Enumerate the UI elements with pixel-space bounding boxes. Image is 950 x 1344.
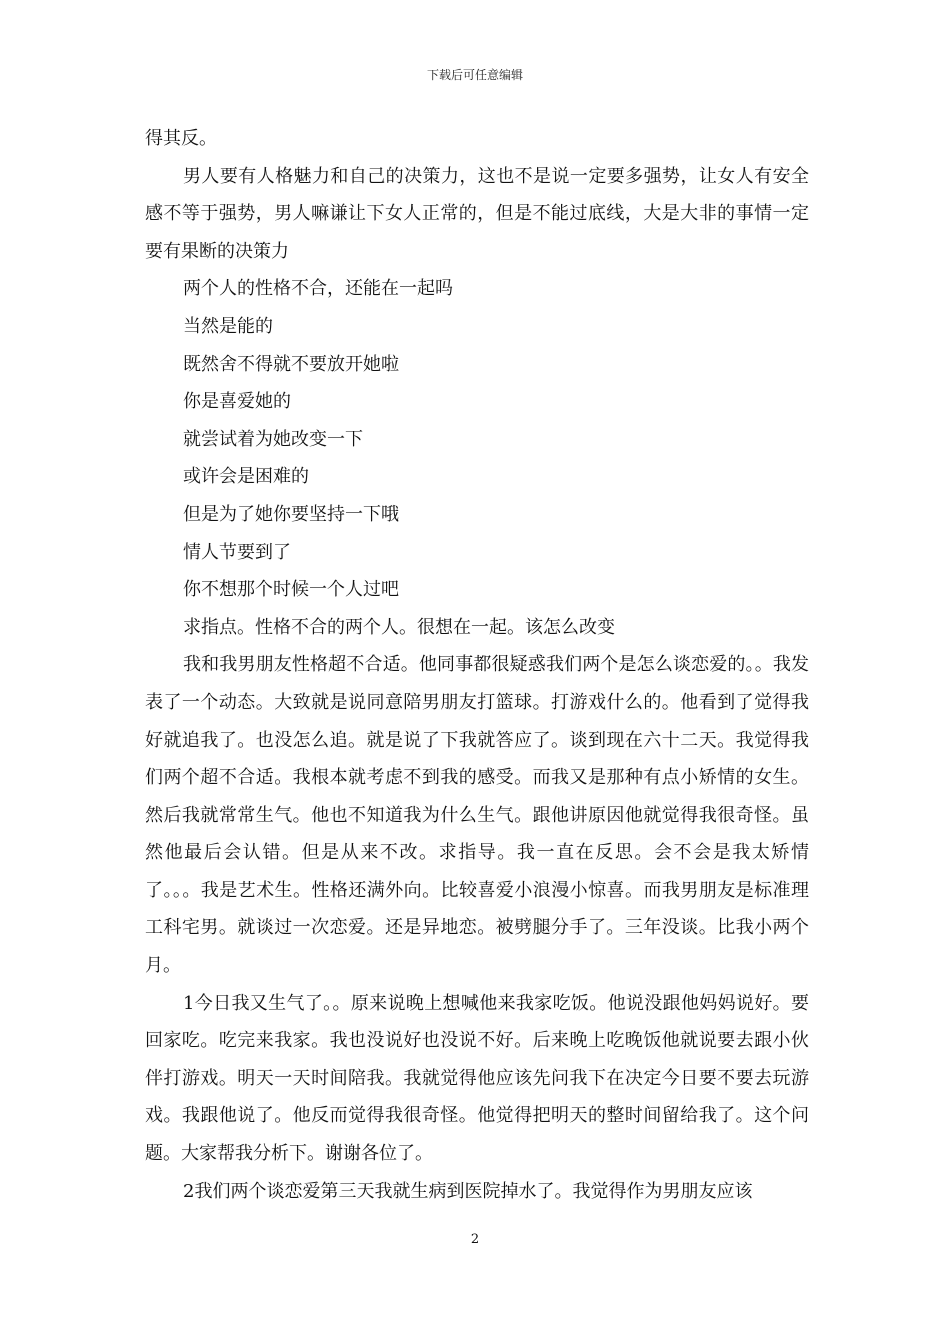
paragraph: 两个人的性格不合，还能在一起吗 bbox=[183, 278, 453, 300]
paragraph: 我和我男朋友性格超不合适。他同事都很疑惑我们两个是怎么谈恋爱的。。我发表了一个动态。大致就是说同意陪男朋友打篮球。打游戏什么的。他看到了觉得我好就追我了。也没怎么追。就是说了下我就答应了。谈到现在六十二天。我觉得我们两个超不合适。我根本就考虑不到我的感受。而我又是那种有点小矫情的女生。然后我就常常生气。他也不知道我为什么生气。跟他讲原因他就觉得我很奇怪。虽然他最后会认错。但是从来不改。求指导。我一直在反思。会不会是我太矫情了。。。我是艺术生。性格还满外向。比较喜爱小浪漫小惊喜。而我男朋友是标准理工科宅男。就谈过一次恋爱。还是异地恋。被劈腿分手了。三年没谈。比我小两个月。 bbox=[145, 654, 809, 977]
paragraph: 当然是能的 bbox=[183, 315, 273, 337]
paragraph: 你不想那个时候一个人过吧 bbox=[183, 579, 399, 601]
paragraph: 男人要有人格魅力和自己的决策力，这也不是说一定要多强势，让女人有安全感不等于强势，男人嘛谦让下女人正常的，但是不能过底线，大是大非的事情一定要有果断的决策力 bbox=[145, 165, 809, 262]
paragraph: 1今日我又生气了。。原来说晚上想喊他来我家吃饭。他说没跟他妈妈说好。要回家吃。吃完来我家。我也没说好也没说不好。后来晚上吃晚饭他就说要去跟小伙伴打游戏。明天一天时间陪我。我就觉得他应该先问我下在决定今日要不要去玩游戏。我跟他说了。他反而觉得我很奇怪。他觉得把明天的整时间留给我了。这个问题。大家帮我分析下。谢谢各位了。 bbox=[145, 992, 809, 1165]
paragraph: 就尝试着为她改变一下 bbox=[183, 428, 363, 450]
paragraph: 求指点。性格不合的两个人。很想在一起。该怎么改变 bbox=[183, 616, 615, 638]
paragraph: 情人节要到了 bbox=[183, 541, 291, 563]
paragraph: 2我们两个谈恋爱第三天我就生病到医院掉水了。我觉得作为男朋友应该 bbox=[183, 1180, 753, 1202]
paragraph: 但是为了她你要坚持一下哦 bbox=[183, 503, 399, 525]
paragraph: 或许会是困难的 bbox=[183, 466, 309, 488]
paragraph: 你是喜爱她的 bbox=[183, 391, 291, 413]
paragraph: 得其反。 bbox=[145, 128, 217, 149]
document-body bbox=[145, 120, 809, 1210]
page-header: 下载后可任意编辑 bbox=[426, 68, 523, 82]
paragraph: 既然舍不得就不要放开她啦 bbox=[183, 353, 399, 375]
page-number: 2 bbox=[470, 1232, 480, 1247]
